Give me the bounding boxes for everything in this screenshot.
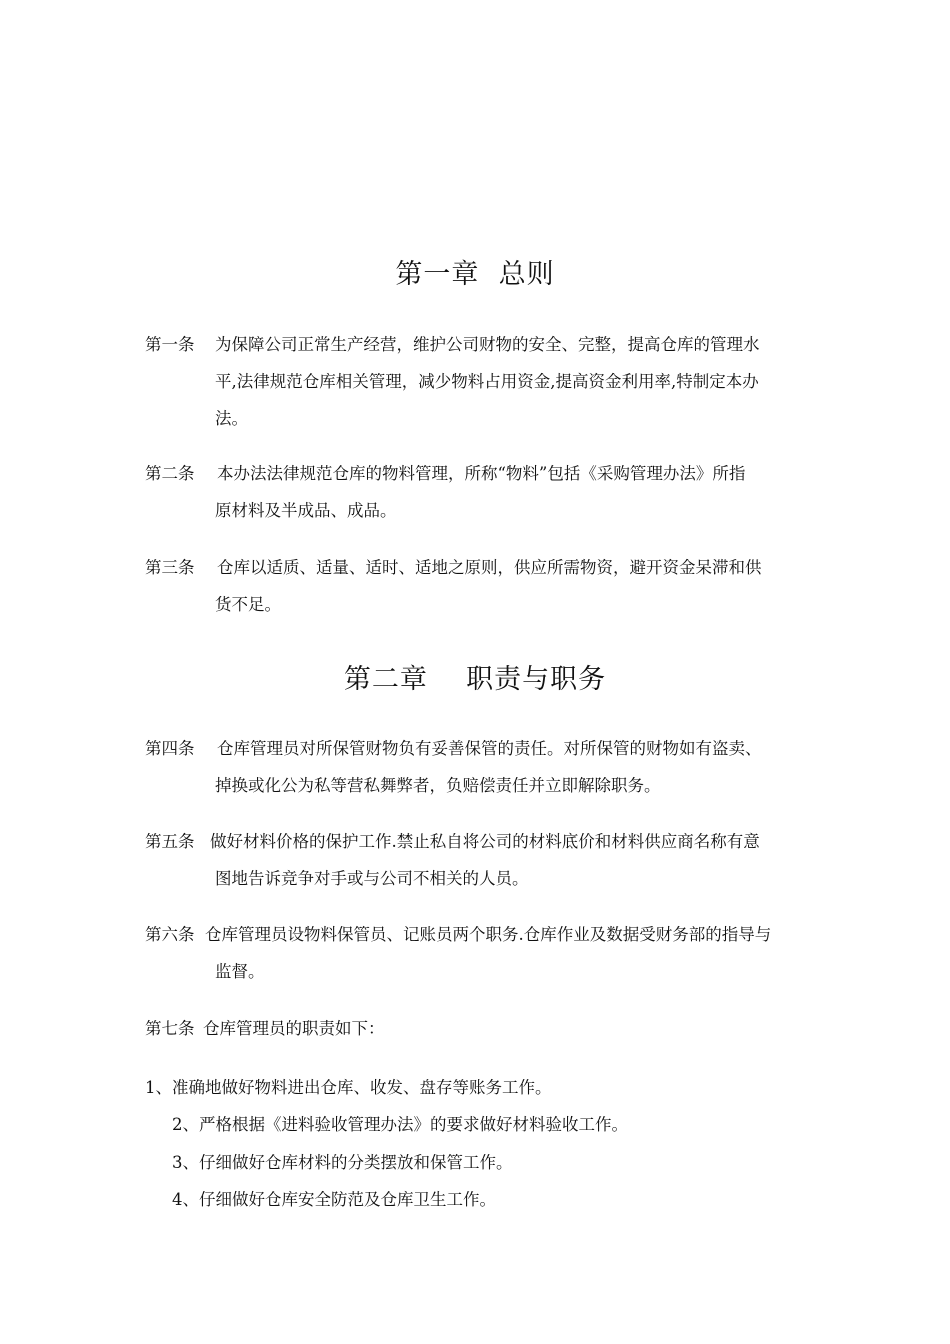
duty-item: 3、仔细做好仓库材料的分类摆放和保管工作。 — [172, 1153, 513, 1172]
article-label: 第一条 — [145, 335, 195, 354]
article-7 — [145, 1011, 815, 1048]
article-label: 第七条 — [145, 1019, 195, 1038]
article-6 — [145, 917, 815, 991]
article-2 — [145, 456, 815, 530]
chapter-1-title: 第一章 总则 — [395, 259, 555, 290]
article-text: 监督。 — [215, 962, 265, 981]
article-label: 第四条 — [145, 739, 195, 758]
duty-item: 4、仔细做好仓库安全防范及仓库卫生工作。 — [172, 1190, 496, 1209]
article-text: 为保障公司正常生产经营，维护公司财物的安全、完整，提高仓库的管理水 — [215, 335, 760, 354]
article-text: 货不足。 — [215, 595, 281, 614]
article-text: 仓库管理员设物料保管员、记账员两个职务.仓库作业及数据受财务部的指导与 — [205, 925, 772, 944]
article-label: 第二条 — [145, 464, 195, 483]
article-3 — [145, 550, 815, 624]
article-text: 做好材料价格的保护工作.禁止私自将公司的材料底价和材料供应商名称有意 — [210, 832, 760, 851]
article-text: 仓库管理员对所保管财物负有妥善保管的责任。对所保管的财物如有盗卖、 — [217, 739, 762, 758]
article-label: 第五条 — [145, 832, 195, 851]
article-label: 第三条 — [145, 558, 195, 577]
article-text: 掉换或化公为私等营私舞弊者，负赔偿责任并立即解除职务。 — [215, 776, 661, 795]
duty-item: 1、准确地做好物料进出仓库、收发、盘存等账务工作。 — [145, 1078, 552, 1097]
article-text: 本办法法律规范仓库的物料管理，所称“物料”包括《采购管理办法》所指 — [217, 464, 746, 483]
article-5 — [145, 824, 815, 898]
article-label: 第六条 — [145, 925, 195, 944]
article-text: 仓库以适质、适量、适时、适地之原则，供应所需物资，避开资金呆滞和供 — [217, 558, 762, 577]
article-1 — [145, 327, 815, 438]
article-text: 原材料及半成品、成品。 — [215, 501, 397, 520]
article-text: 平,法律规范仓库相关管理，减少物料占用资金,提高资金利用率,特制定本办 — [215, 372, 759, 391]
article-text: 法。 — [215, 409, 248, 428]
chapter-2-title: 第二章 职责与职务 — [343, 664, 607, 695]
article-text: 图地告诉竞争对手或与公司不相关的人员。 — [215, 869, 529, 888]
duty-item: 2、严格根据《进料验收管理办法》的要求做好材料验收工作。 — [172, 1115, 628, 1134]
article-text: 仓库管理员的职责如下： — [203, 1019, 385, 1038]
article-4 — [145, 731, 815, 805]
